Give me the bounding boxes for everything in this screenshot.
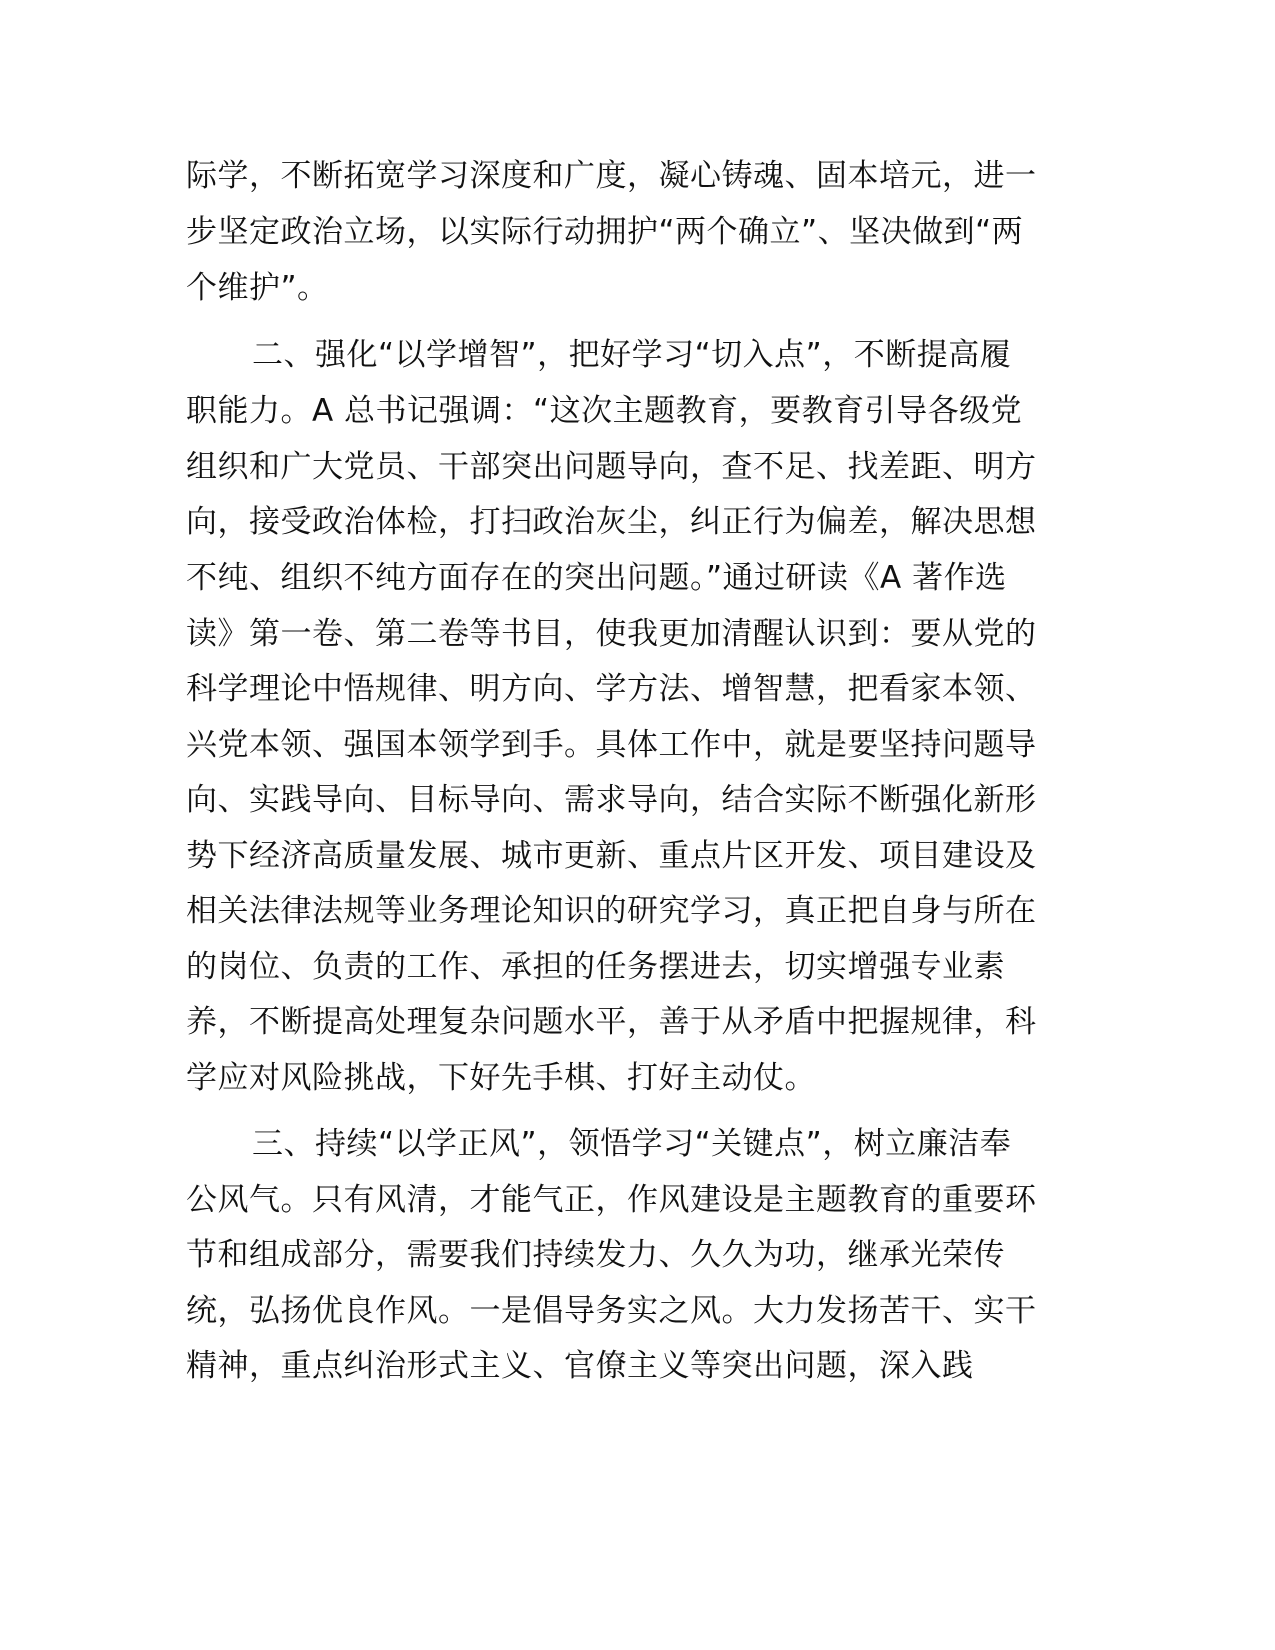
text-line: 个维护”。: [186, 270, 329, 306]
text-line: 公风气。只有风清，才能气正，作风建设是主题教育的重要环: [186, 1182, 1037, 1218]
text-line: 精神，重点纠治形式主义、官僚主义等突出问题，深入践: [186, 1348, 974, 1384]
text-line: 际学，不断拓宽学习深度和广度，凝心铸魂、固本培元，进一: [186, 158, 1037, 194]
text-line: 组织和广大党员、干部突出问题导向，查不足、找差距、明方: [186, 449, 1037, 485]
text-line: 不纯、组织不纯方面存在的突出问题。”通过研读《A 著作选: [186, 560, 1007, 596]
text-line: 养，不断提高处理复杂问题水平，善于从矛盾中把握规律，科: [186, 1004, 1037, 1040]
text-line: 读》第一卷、第二卷等书目，使我更加清醒认识到：要从党的: [186, 616, 1037, 652]
text-line: 职能力。A 总书记强调：“这次主题教育，要教育引导各级党: [186, 393, 1023, 429]
text-line: 的岗位、负责的工作、承担的任务摆进去，切实增强专业素: [186, 949, 1005, 985]
text-line: 科学理论中悟规律、明方向、学方法、增智慧，把看家本领、: [186, 671, 1037, 707]
text-line: 学应对风险挑战，下好先手棋、打好主动仗。: [186, 1060, 816, 1096]
text-line: 向，接受政治体检，打扫政治灰尘，纠正行为偏差，解决思想: [186, 504, 1037, 540]
text-line: 统，弘扬优良作风。一是倡导务实之风。大力发扬苦干、实干: [186, 1293, 1037, 1329]
text-line: 兴党本领、强国本领学到手。具体工作中，就是要坚持问题导: [186, 727, 1037, 763]
text-line: 节和组成部分，需要我们持续发力、久久为功，继承光荣传: [186, 1237, 1005, 1273]
text-line: 势下经济高质量发展、城市更新、重点片区开发、项目建设及: [186, 838, 1037, 874]
section-three-first-line: 三、持续“以学正风”，领悟学习“关键点”，树立廉洁奉: [252, 1126, 1012, 1162]
text-line: 向、实践导向、目标导向、需求导向，结合实际不断强化新形: [186, 782, 1037, 818]
text-line: 相关法律法规等业务理论知识的研究学习，真正把自身与所在: [186, 893, 1037, 929]
text-line: 步坚定政治立场，以实际行动拥护“两个确立”、坚决做到“两: [186, 214, 1024, 250]
section-two-first-line: 二、强化“以学增智”，把好学习“切入点”，不断提高履: [252, 337, 1012, 373]
